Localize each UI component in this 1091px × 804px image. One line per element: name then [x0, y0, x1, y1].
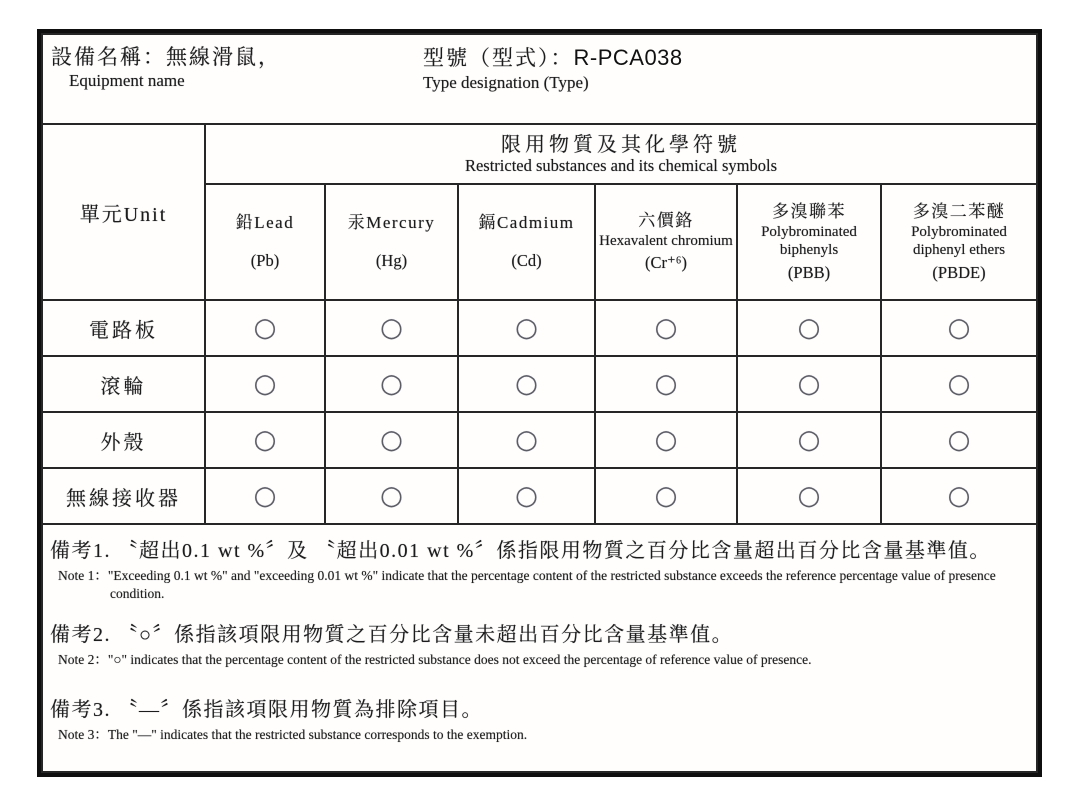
value-cell: [458, 300, 595, 356]
compliance-circle-icon: ○: [797, 425, 821, 455]
restricted-header-zh: 限用物質及其化學符號: [501, 133, 741, 156]
value-cell: [595, 468, 737, 524]
compliance-circle-icon: ○: [380, 313, 403, 343]
compliance-circle-icon: ○: [654, 425, 678, 455]
table-row-scroll-wheel: [42, 356, 1037, 412]
substance-name-en: Polybrominated biphenyls: [761, 224, 857, 259]
substance-name: 六價鉻: [638, 211, 694, 231]
substance-header-pbb: [737, 184, 881, 300]
compliance-circle-icon: ○: [947, 313, 971, 343]
notes-row: [42, 524, 1037, 772]
note-3-zh: 備考3. 〝—〞係指該項限用物質為排除項目。: [50, 698, 483, 721]
substance-symbol: (PBB): [787, 262, 831, 282]
unit-header-cell: [42, 124, 205, 300]
compliance-circle-icon: ○: [380, 369, 403, 399]
substance-name: 汞Mercury: [347, 213, 436, 233]
restricted-substances-table: [41, 33, 1038, 773]
restricted-header-row: [42, 124, 1037, 184]
compliance-circle-icon: ○: [654, 481, 678, 511]
equipment-header-cell: [42, 34, 1037, 124]
value-cell: [325, 300, 458, 356]
compliance-circle-icon: ○: [947, 481, 971, 511]
compliance-circle-icon: ○: [515, 481, 538, 511]
substance-name: 多溴聯苯: [772, 201, 846, 221]
substance-symbol: (Pb): [250, 251, 280, 271]
unit-label: 無線接收器: [42, 468, 205, 524]
compliance-circle-icon: ○: [654, 369, 678, 399]
compliance-circle-icon: ○: [654, 313, 678, 343]
substance-name: 鉛Lead: [235, 213, 295, 233]
substance-header-hexavalent-chromium: [595, 184, 737, 300]
unit-header-label: 單元Unit: [79, 203, 168, 226]
substance-header-lead: [205, 184, 325, 300]
compliance-circle-icon: ○: [797, 369, 821, 399]
value-cell: [881, 412, 1037, 468]
value-cell: [595, 300, 737, 356]
type-label-en: Type designation (Type): [423, 72, 589, 92]
substance-name: 鎘Cadmium: [478, 213, 575, 233]
substance-header-pbde: [881, 184, 1037, 300]
value-cell: [458, 412, 595, 468]
value-cell: [737, 468, 881, 524]
rohs-declaration-sheet: [37, 29, 1042, 777]
value-cell: [458, 356, 595, 412]
compliance-circle-icon: ○: [380, 425, 403, 455]
value-cell: [205, 468, 325, 524]
equipment-name-block: [51, 44, 281, 91]
compliance-circle-icon: ○: [253, 369, 277, 399]
note-3-en: Note 3：The "—" indicates that the restricted substance corresponds to the exemption.: [58, 726, 528, 742]
substance-symbol: (Cd): [511, 251, 542, 271]
substance-header-mercury: [325, 184, 458, 300]
compliance-circle-icon: ○: [797, 313, 821, 343]
equipment-name-zh: 設備名稱：無線滑鼠，: [51, 45, 281, 69]
note-2-zh: 備考2. 〝○〞係指該項限用物質之百分比含量未超出百分比含量基準值。: [50, 624, 734, 647]
unit-label: 滾輪: [42, 356, 205, 412]
compliance-circle-icon: ○: [253, 313, 277, 343]
substance-symbol: (PBDE): [932, 262, 986, 282]
value-cell: [737, 356, 881, 412]
notes-section: [42, 524, 1037, 772]
substance-name-en: Hexavalent chromium: [599, 233, 733, 250]
note-2-en: Note 2："○" indicates that the percentage content of the restricted substance does not exceed the percentage of reference value of presence.: [58, 652, 812, 668]
note-3: [50, 697, 1030, 744]
substance-name-en: Polybrominated diphenyl ethers: [911, 224, 1007, 259]
note-1-en: Note 1："Exceeding 0.1 wt %" and "exceeding 0.01 wt %" indicate that the percentage content of the restricted substance exceeds the reference percentage value of presence condition.: [58, 568, 996, 602]
unit-label: 外殼: [42, 412, 205, 468]
substance-symbol: (Hg): [375, 251, 408, 271]
table-row-shell: [42, 412, 1037, 468]
value-cell: [205, 412, 325, 468]
compliance-circle-icon: ○: [253, 481, 277, 511]
note-1-zh: 備考1. 〝超出0.1 wt %〞及 〝超出0.01 wt %〞係指限用物質之百分比含量超出百分比含量基準值。: [50, 540, 991, 562]
value-cell: [205, 300, 325, 356]
restricted-header-cell: [205, 124, 1037, 184]
table-row-circuit-board: [42, 300, 1037, 356]
type-designation-block: [423, 44, 683, 93]
compliance-circle-icon: ○: [797, 481, 821, 511]
equipment-name-en: Equipment name: [69, 71, 185, 91]
compliance-circle-icon: ○: [253, 425, 277, 455]
value-cell: [325, 468, 458, 524]
compliance-circle-icon: ○: [947, 369, 971, 399]
substance-symbol: (Cr⁺⁶): [645, 253, 687, 273]
value-cell: [881, 356, 1037, 412]
value-cell: [881, 300, 1037, 356]
value-cell: [737, 300, 881, 356]
value-cell: [881, 468, 1037, 524]
value-cell: [595, 412, 737, 468]
value-cell: [595, 356, 737, 412]
table-row-wireless-receiver: [42, 468, 1037, 524]
compliance-circle-icon: ○: [947, 425, 971, 455]
equipment-header-row: [42, 34, 1037, 124]
compliance-circle-icon: ○: [515, 313, 538, 343]
compliance-circle-icon: ○: [380, 481, 403, 511]
substance-header-cadmium: [458, 184, 595, 300]
value-cell: [325, 412, 458, 468]
note-2: [50, 622, 1030, 669]
substance-name: 多溴二苯醚: [912, 201, 1006, 221]
type-value: R-PCA038: [573, 45, 683, 70]
value-cell: [325, 356, 458, 412]
unit-label: 電路板: [42, 300, 205, 356]
compliance-circle-icon: ○: [515, 425, 538, 455]
value-cell: [205, 356, 325, 412]
type-label-zh: 型號（型式）：: [423, 46, 574, 70]
restricted-header-en: Restricted substances and its chemical symbols: [464, 155, 778, 175]
value-cell: [737, 412, 881, 468]
note-1: [50, 538, 1030, 603]
compliance-circle-icon: ○: [515, 369, 538, 399]
value-cell: [458, 468, 595, 524]
